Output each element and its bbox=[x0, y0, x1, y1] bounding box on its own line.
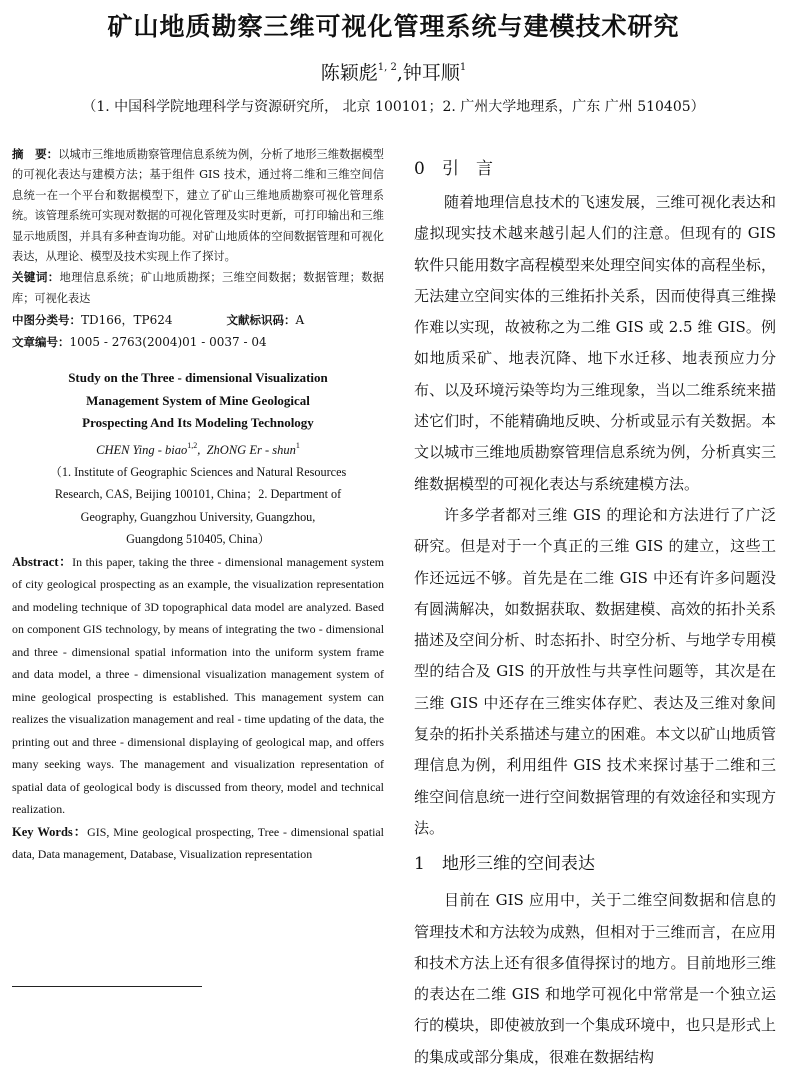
clc-value: TD166，TP624 bbox=[81, 313, 173, 328]
english-title bbox=[12, 367, 384, 435]
english-affiliation-line: Geography, Guangzhou University, Guangzhou, bbox=[80, 509, 316, 524]
doc-code-value: A bbox=[295, 313, 305, 328]
author-affiliation-marker: 1 bbox=[459, 62, 467, 73]
author-name: 钟耳顺 bbox=[402, 62, 460, 84]
chinese-abstract bbox=[12, 144, 384, 267]
article-id-label: 文章编号： bbox=[12, 335, 70, 350]
english-title-line: Management System of Mine Geological bbox=[86, 392, 310, 408]
abstract-text: 以城市三维地质勘察管理信息系统为例，分析了地形三维数据模型的可视化表达与建模方法；基于组件 GIS 技术，通过将二维和三维空间信息统一在一个平台和数据模型下，建立了矿山三维地质勘察可视化管理系统。该管理系统可实现对数据的可视化管理及实时更新，可打印输出和三维显示地质图，并具有多种查询功能。对矿山地质体的空间数据管理和可视化表达，从理论、模型及技术实现上作了探讨。 bbox=[12, 148, 384, 264]
body-paragraph: 许多学者都对三维 GIS 的理论和方法进行了广泛研究。但是对于一个真正的三维 GIS 的建立，这些工作还远远不够。首先是在二维 GIS 中还有许多问题没有圆满解决，如数据获取、数据建模、高效的拓扑关系描述及空间分析、时态拓扑、时空分析、与地学专用模型的结合及 GIS 的开放性与共享性问题等，其次是在三维 GIS 中还存在三维实体存贮、表达及三维对象间复杂的拓扑关系描述与建立的困难。本文以矿山地质管理信息为例，利用组件 GIS 技术来探讨基于二维和三维空间信息统一进行空间数据管理的有效途径和实现方法。 bbox=[414, 505, 776, 837]
article-id-line bbox=[12, 331, 384, 353]
section-number: 0 bbox=[414, 159, 425, 179]
article-id-value: 1005 - 2763(2004)01 - 0037 - 04 bbox=[69, 335, 267, 350]
paper-title: 矿山地质勘察三维可视化管理系统与建模技术研究 bbox=[107, 12, 680, 41]
english-author-name: CHEN Ying - biao bbox=[96, 442, 188, 457]
english-title-line: Study on the Three - dimensional Visualization bbox=[68, 370, 328, 386]
keywords-text: 地理信息系统；矿山地质勘探；三维空间数据；数据管理；数据库；可视化表达 bbox=[12, 271, 384, 305]
english-title-line: Prospecting And Its Modeling Technology bbox=[82, 415, 314, 431]
author-list bbox=[0, 58, 787, 85]
english-keywords-text: GIS, Mine geological prospecting, Tree - dimensional spatial data, Data management, Database, Visualization representation bbox=[12, 824, 384, 862]
section-title: 地形三维的空间表达 bbox=[442, 854, 595, 875]
section-number: 1 bbox=[414, 854, 425, 875]
english-abstract-label: Abstract： bbox=[12, 554, 73, 569]
author-separator: , bbox=[396, 62, 403, 84]
english-affiliation-line: （1. Institute of Geographic Sciences and Natural Resources bbox=[49, 464, 347, 479]
footnote-rule bbox=[12, 986, 202, 987]
section-heading bbox=[414, 152, 776, 186]
left-column bbox=[12, 144, 384, 866]
clc-label: 中图分类号： bbox=[12, 313, 81, 328]
english-abstract bbox=[12, 551, 384, 821]
classification-line bbox=[12, 309, 384, 331]
english-author-marker: 1,2 bbox=[187, 440, 198, 450]
body-paragraph: 目前在 GIS 应用中，关于二维空间数据和信息的管理技术和方法较为成熟，但相对于三维而言，在应用和技术方法上还有很多值得探讨的地方。目前地形三维的表达在二维 GIS 和地学可视化中常常是一个独立运行的模块，即使被放到一个集成环境中，也只是形式上的集成或部分集成，很难在数据结构 bbox=[414, 891, 776, 1066]
doc-code-label: 文献标识码： bbox=[226, 313, 296, 328]
abstract-label: 摘 要： bbox=[12, 147, 59, 161]
author-affiliation-marker: 1, 2 bbox=[377, 62, 397, 73]
author-affiliation: （1. 中国科学院地理科学与资源研究所， 北京 100101；2. 广州大学地理系，广东 广州 510405） bbox=[82, 99, 705, 115]
english-author-name: ZhONG Er - shun bbox=[206, 442, 296, 457]
section-title: 引 言 bbox=[442, 159, 493, 179]
english-authors: CHEN Ying - biao$^{1,2}$, ZhONG Er - shun$^1$ bbox=[96, 440, 300, 457]
english-affiliation-line: Research, CAS, Beijing 100101, China；2. Department of bbox=[54, 487, 342, 502]
keywords-label: 关键词： bbox=[12, 270, 60, 285]
english-affiliation bbox=[12, 461, 384, 551]
english-author-marker: 1 bbox=[295, 440, 300, 450]
english-keywords-label: Key Words： bbox=[12, 824, 88, 839]
author-name: 陈颖彪 bbox=[320, 62, 378, 84]
section-heading bbox=[414, 847, 776, 881]
english-keywords bbox=[12, 821, 384, 866]
body-paragraph: 随着地理信息技术的飞速发展，三维可视化表达和虚拟现实技术越来越引起人们的注意。但现有的 GIS 软件只能用数字高程模型来处理空间实体的高程坐标，无法建立空间实体的三维拓扑关系，因而使得真三维操作难以实现，故被称之为二维 GIS 或 2.5 维 GIS。例如地质采矿、地表沉降、地下水迁移、地表预应力分布、以及环境污染等均为三维现象，当以二维系统来描述它们时，不能精确地反映、分析或显示有关数据。本文以城市三维地质勘察管理信息系统为例，分析真实三维数据模型的可视化表达与系统建模方法。 bbox=[414, 193, 776, 493]
chinese-keywords bbox=[12, 267, 384, 309]
english-abstract-text: In this paper, taking the three - dimensional management system of city geological prospecting as an example, the visualization representation and modeling technique of 3D topographical data model are analyzed. Based on component GIS technology, by means of integrating the two - dimensional and three - dimensional spatial information into the uniform system frame and data model, a three - dimensional visualization management system of mine geological prospecting is established. This management system can realizes the visualization management and real - time updating of the data, the printing out and three - dimensional displaying of geological map, and offers many seeking ways. The management and visualization representation of spatial data of geological body is discussed from theory, model and technical realization. bbox=[12, 554, 384, 817]
right-column bbox=[414, 152, 776, 1073]
english-affiliation-line: Guangdong 510405, China） bbox=[126, 532, 270, 547]
